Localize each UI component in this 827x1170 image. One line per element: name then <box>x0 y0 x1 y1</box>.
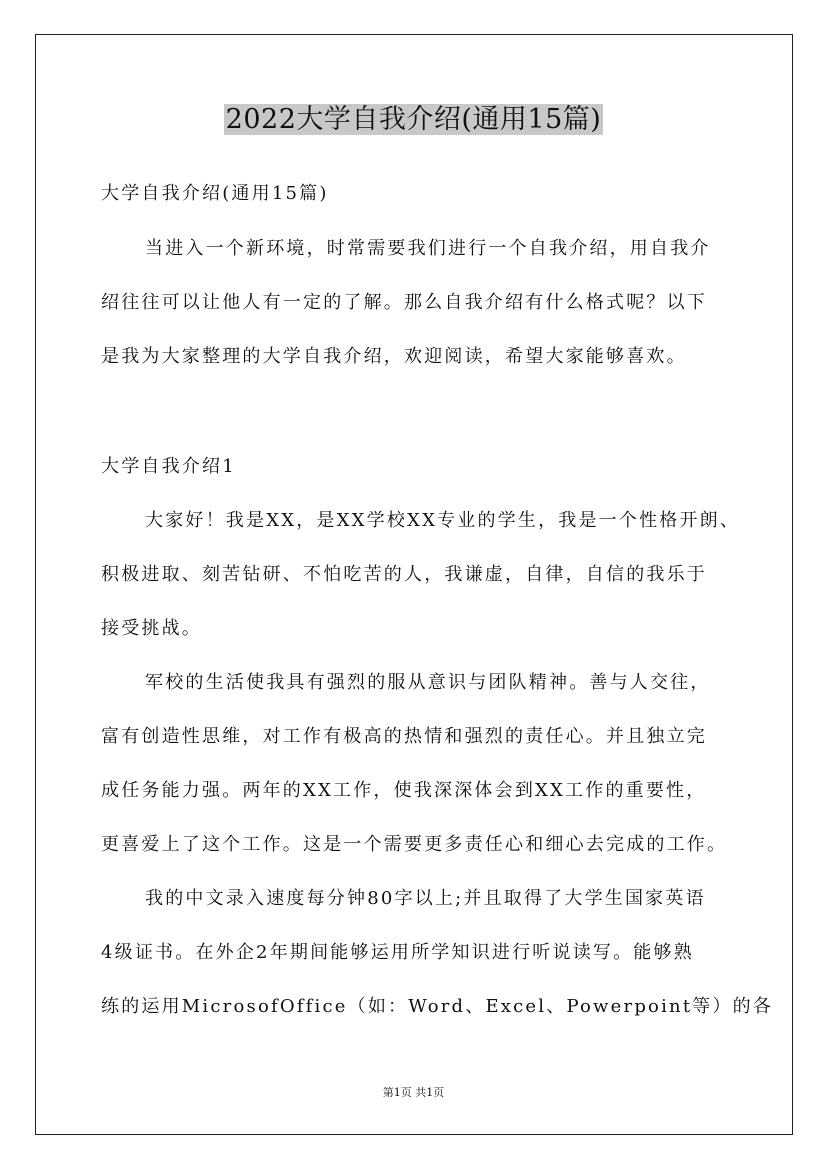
paragraph-line: 富有创造性思维，对工作有极高的热情和强烈的责任心。并且独立完 <box>101 726 707 747</box>
paragraph-line: 4级证书。在外企2年期间能够运用所学知识进行听说读写。能够熟 <box>101 942 694 963</box>
paragraph-line: 当进入一个新环境，时常需要我们进行一个自我介绍，用自我介 <box>145 238 711 259</box>
paragraph-line: 成任务能力强。两年的XX工作，使我深深体会到XX工作的重要性， <box>101 780 707 801</box>
paragraph-line: 是我为大家整理的大学自我介绍，欢迎阅读，希望大家能够喜欢。 <box>101 346 687 367</box>
paragraph-line: 我的中文录入速度每分钟80字以上;并且取得了大学生国家英语 <box>145 888 706 909</box>
paragraph-line: 军校的生活使我具有强烈的服从意识与团队精神。善与人交往， <box>145 672 711 693</box>
paragraph-line: 绍往往可以让他人有一定的了解。那么自我介绍有什么格式呢？以下 <box>101 292 707 313</box>
paragraph-line: 大家好！我是XX，是XX学校XX专业的学生，我是一个性格开朗、 <box>145 510 741 531</box>
paragraph-line: 接受挑战。 <box>101 618 202 639</box>
paragraph-line: 积极进取、刻苦钻研、不怕吃苦的人，我谦虚，自律，自信的我乐于 <box>101 564 707 585</box>
section-heading: 大学自我介绍1 <box>101 456 236 477</box>
paragraph-line: 练的运用MicrosofOffice（如：Word、Excel、Powerpoint等）的各 <box>101 996 774 1017</box>
subtitle: 大学自我介绍(通用15篇) <box>101 183 329 204</box>
paragraph-line: 更喜爱上了这个工作。这是一个需要更多责任心和细心去完成的工作。 <box>101 834 728 855</box>
document-title: 2022大学自我介绍(通用15篇) <box>225 104 602 135</box>
page-number-footer: 第1页 共1页 <box>382 1086 445 1099</box>
document-title-block <box>0 100 827 140</box>
